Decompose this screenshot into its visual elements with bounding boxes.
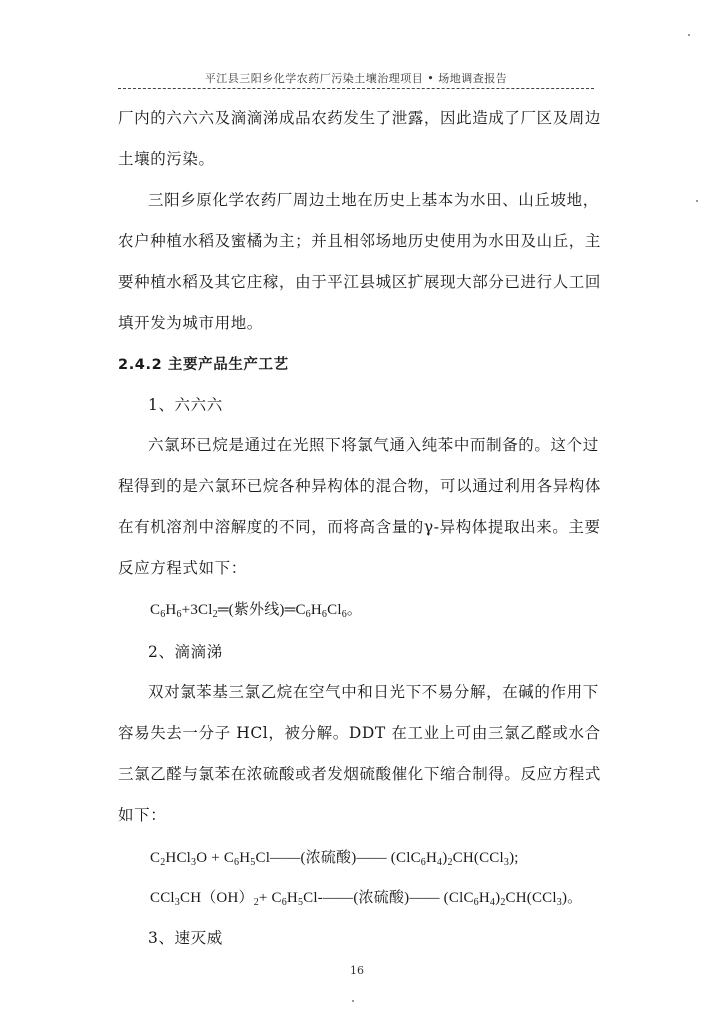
item1-title: 1、六六六	[148, 396, 223, 414]
section-heading: 2.4.2 主要产品生产工艺	[118, 357, 289, 373]
item2-line4: 如下：	[118, 806, 167, 824]
item2-title: 2、滴滴涕	[148, 643, 223, 661]
paragraph1-line1: 厂内的六六六及滴滴涕成品农药发生了泄露，因此造成了厂区及周边	[118, 109, 602, 127]
header-rule	[118, 88, 594, 89]
item1-line4: 反应方程式如下：	[118, 559, 247, 577]
scan-speck	[696, 200, 698, 202]
item3-title: 3、速灭威	[148, 929, 223, 947]
item2-line2: 容易失去一分子 HCl，被分解。DDT 在工业上可由三氯乙醛或水合	[118, 724, 601, 742]
item1-line1: 六氯环已烷是通过在光照下将氯气通入纯苯中而制备的。这个过	[148, 436, 599, 454]
item2-formula1: $C_2HCl_3O$ + $C_6H_5Cl——$(浓硫酸)—— $(ClC_6H_4)_2CH(CCl_3)$;	[150, 850, 519, 868]
item2-line1: 双对氯苯基三氯乙烷在空气中和日光下不易分解，在碱的作用下	[148, 683, 599, 701]
paragraph2-line4: 填开发为城市用地。	[118, 314, 263, 332]
item1-line2: 程得到的是六氯环已烷各种异构体的混合物，可以通过利用各异构体	[118, 477, 602, 495]
item2-line3: 三氯乙醛与氯苯在浓硫酸或者发烟硫酸催化下缩合制得。反应方程式	[118, 765, 602, 783]
paragraph2-line2: 农户种植水稻及蜜橘为主；并且相邻场地历史使用为水田及山丘，主	[118, 232, 602, 250]
item1-line3: 在有机溶剂中溶解度的不同，而将高含量的γ-异构体提取出来。主要	[118, 518, 601, 536]
scan-speck	[688, 34, 690, 36]
paragraph2-line3: 要种植水稻及其它庄稼，由于平江县城区扩展现大部分已进行人工回	[118, 273, 602, 291]
running-header: 平江县三阳乡化学农药厂污染土壤治理项目 • 场地调查报告	[204, 72, 508, 85]
paragraph1-line2: 土壤的污染。	[118, 150, 215, 168]
item2-formula2: $CCl_3CH(OH)_2+$ $C_6H_5Cl-——$(浓硫酸)—— $(ClC_6H_4)_2CH(CCl_3)$。	[150, 890, 583, 908]
page-number: 16	[350, 964, 364, 977]
item1-formula: $C_6H_6+3Cl_2═$(紫外线)$═C_6H_6Cl_6$。	[150, 602, 363, 620]
scan-speck	[352, 1000, 354, 1002]
paragraph2-line1: 三阳乡原化学农药厂周边土地在历史上基本为水田、山丘坡地，	[148, 191, 599, 209]
